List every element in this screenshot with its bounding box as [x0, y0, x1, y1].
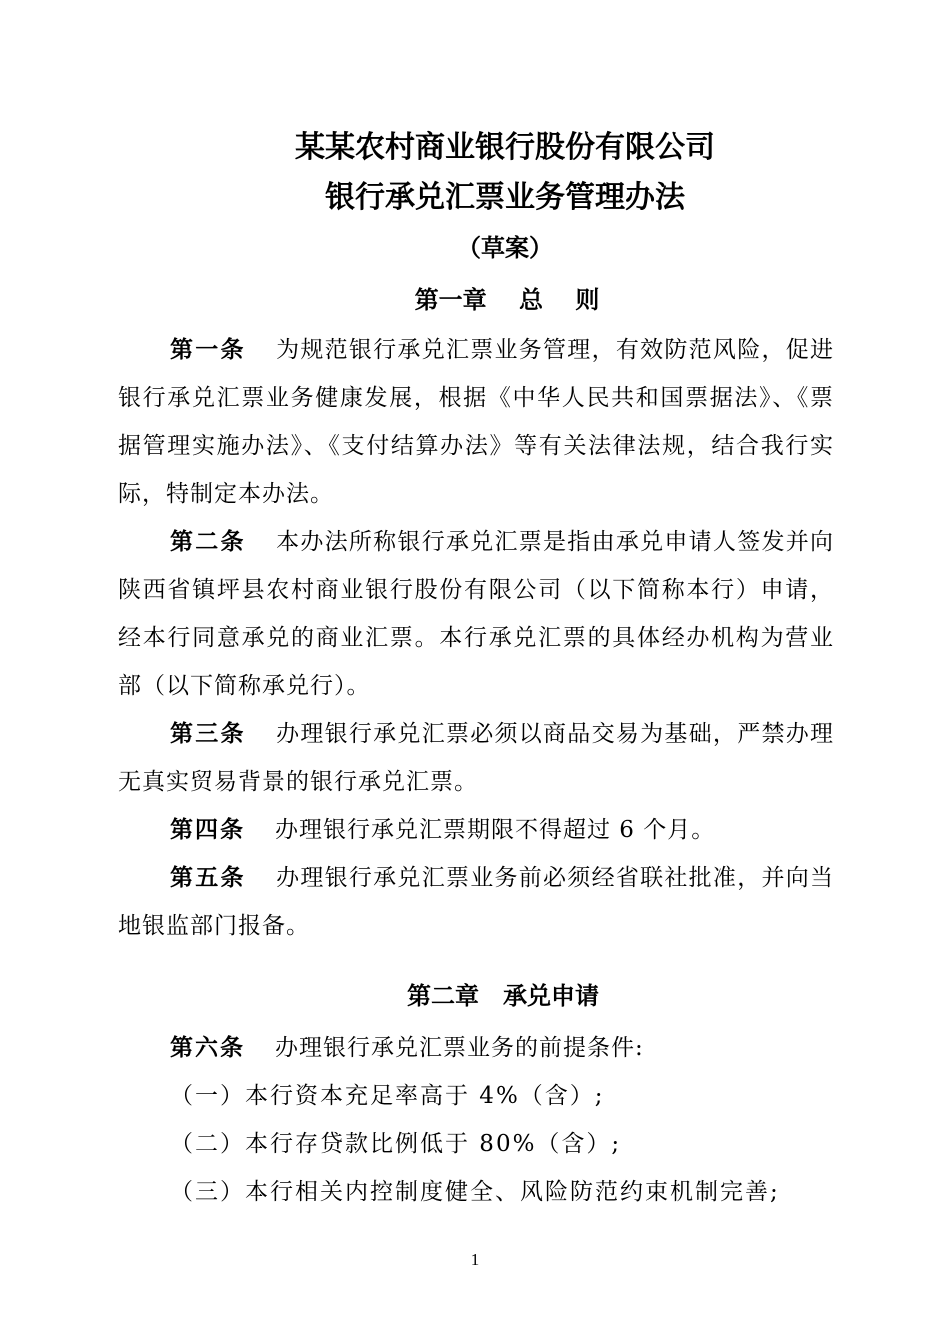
article-5: [118, 854, 834, 950]
article-text: 办理银行承兑汇票业务前必须经省联社批准，并向当地银监部门报备。: [118, 865, 835, 939]
article-label: 第六条: [170, 1035, 245, 1061]
article-text: 办理银行承兑汇票期限不得超过 6 个月。: [275, 817, 716, 843]
article-4: [118, 806, 834, 854]
article-text: 为规范银行承兑汇票业务管理，有效防范风险，促进银行承兑汇票业务健康发展，根据《中华人民共和国票据法》、《票据管理实施办法》、《支付结算办法》等有关法律法规，结合我行实际，特制定本办法。: [118, 337, 835, 507]
document-draft-label: （草案）: [457, 234, 553, 262]
list-item: （三）本行相关内控制度健全、风险防范约束机制完善;: [170, 1179, 780, 1205]
article-label: 第五条: [170, 865, 246, 891]
article-label: 第三条: [170, 721, 246, 747]
article-3: [118, 710, 834, 806]
article-label: 第四条: [170, 817, 245, 843]
page-number: 1: [470, 1250, 480, 1269]
article-6: [118, 1024, 834, 1072]
document-title-regulation: 银行承兑汇票业务管理办法: [325, 180, 685, 215]
article-text: 办理银行承兑汇票业务的前提条件:: [275, 1035, 644, 1061]
article-label: 第二条: [170, 529, 246, 555]
list-item: （二）本行存贷款比例低于 80%（含）;: [170, 1131, 622, 1157]
article-text: 办理银行承兑汇票必须以商品交易为基础，严禁办理无真实贸易背景的银行承兑汇票。: [118, 721, 835, 795]
chapter-heading-2: 第二章 承兑申请: [407, 982, 599, 1010]
chapter-heading-1: 第一章 总 则: [414, 286, 600, 314]
article-1: [118, 326, 834, 518]
article-2: [118, 518, 834, 710]
list-item: （一）本行资本充足率高于 4%（含）;: [170, 1083, 605, 1109]
article-text: 本办法所称银行承兑汇票是指由承兑申请人签发并向陕西省镇坪县农村商业银行股份有限公司（以下简称本行）申请，经本行同意承兑的商业汇票。本行承兑汇票的具体经办机构为营业部（以下简称承兑行）。: [118, 529, 835, 699]
document-title-bank: 某某农村商业银行股份有限公司: [295, 130, 715, 165]
article-label: 第一条: [170, 337, 246, 363]
